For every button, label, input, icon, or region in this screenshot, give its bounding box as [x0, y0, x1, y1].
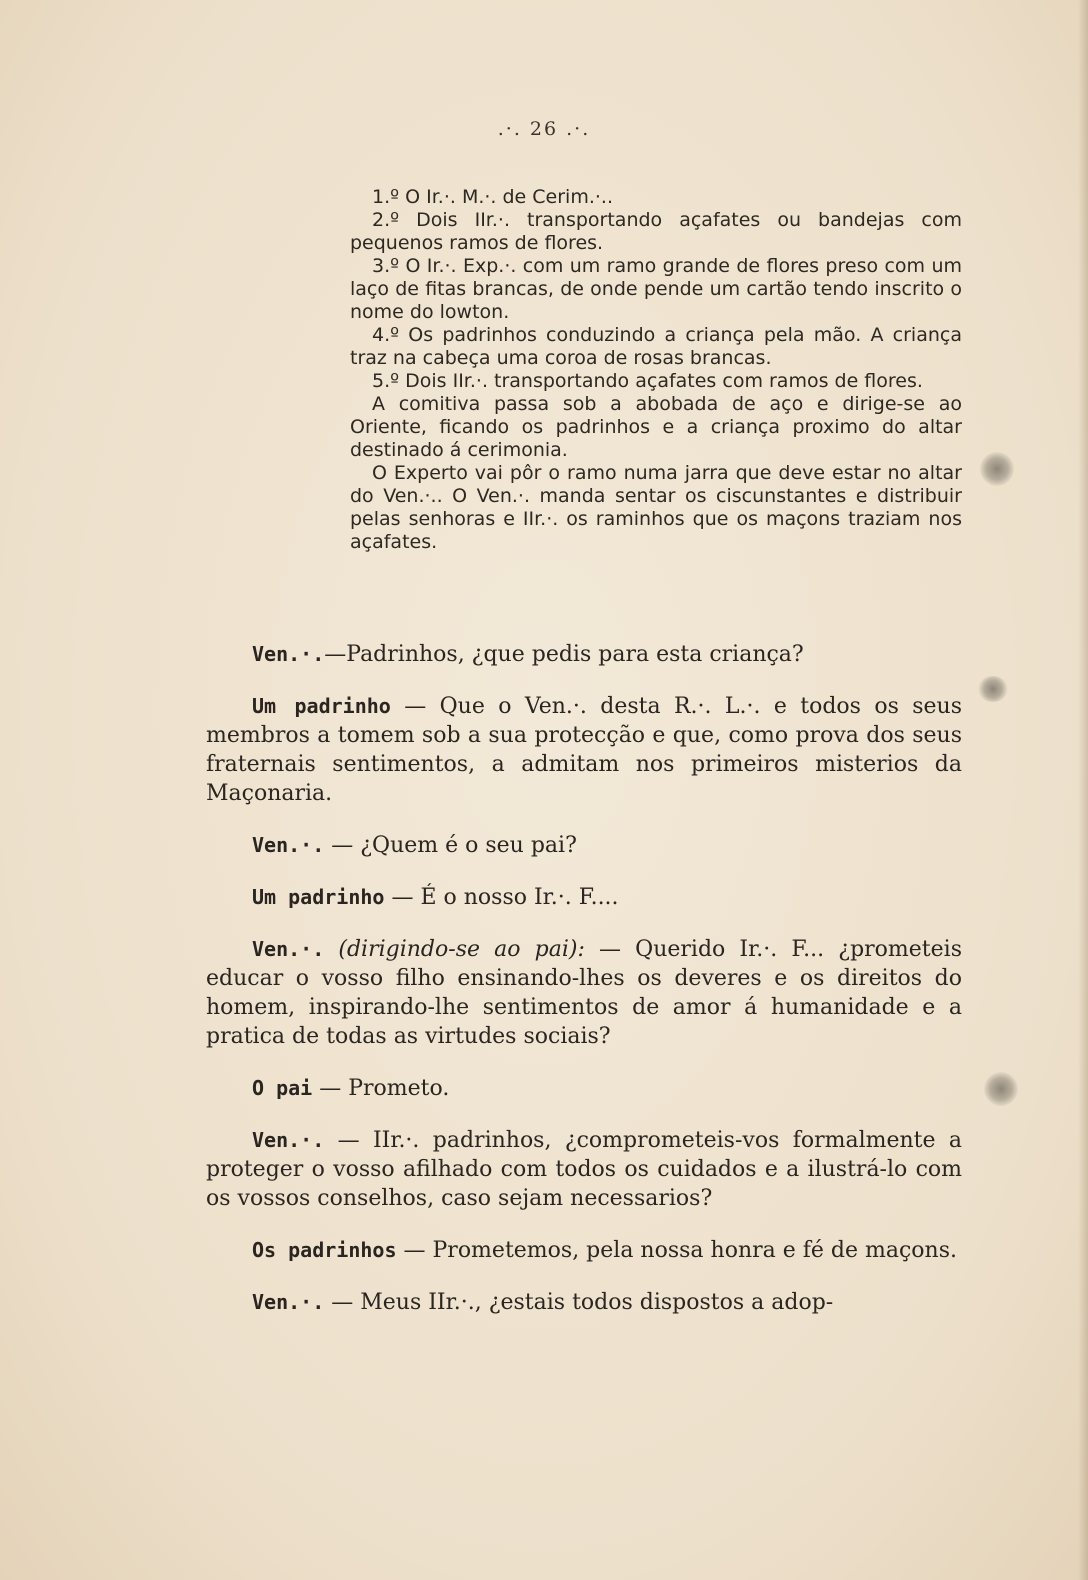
speaker: Ven.·. — [252, 1290, 325, 1314]
dialogue-line — [206, 831, 962, 860]
speech: —Padrinhos, ¿que pedis para esta criança? — [324, 642, 804, 667]
procession-item-3: 3.º O Ir.·. Exp.·. com um ramo grande de flores preso com um laço de fitas brancas, de onde pende um cartão tendo inscrito o nome do lowton. — [350, 255, 962, 323]
speech: — Prometemos, pela nossa honra e fé de maçons. — [403, 1238, 958, 1263]
dialogue-line — [206, 1288, 962, 1317]
ink-stain-decoration — [980, 452, 1014, 486]
page-edge-shadow — [1078, 0, 1088, 1580]
speech: — É o nosso Ir.·. F.... — [391, 885, 619, 910]
procession-item-2: 2.º Dois IIr.·. transportando açafates ou bandejas com pequenos ramos de flores. — [350, 209, 962, 254]
speaker: Ven.·. — [252, 642, 325, 666]
procession-paragraph: A comitiva passa sob a abobada de aço e dirige-se ao Oriente, ficando os padrinhos e a criança proximo do altar destinado á cerimonia. — [350, 393, 962, 461]
speech: — Que o Ven.·. desta R.·. L.·. e todos os seus membros a tomem sob a sua protecção e que, como prova dos seus fraternais sentimentos, a admitam nos primeiros misterios da Maçonaria. — [206, 694, 963, 806]
speech: — ¿Quem é o seu pai? — [331, 833, 577, 858]
procession-paragraph: O Experto vai pôr o ramo numa jarra que deve estar no altar do Ven.·.. O Ven.·. manda sentar os ciscunstantes e distribuir pelas senhoras e IIr.·. os raminhos que os maçons traziam nos açafates. — [350, 462, 962, 553]
speaker: Um padrinho — [252, 694, 391, 718]
procession-item-4: 4.º Os padrinhos conduzindo a criança pela mão. A criança traz na cabeça uma coroa de rosas brancas. — [350, 324, 962, 369]
ink-stain-decoration — [978, 676, 1008, 702]
dialogue-line — [206, 1126, 962, 1213]
dialogue-line — [206, 1074, 962, 1103]
speech: — Prometo. — [319, 1076, 450, 1101]
procession-section — [350, 186, 962, 554]
speaker: Um padrinho — [252, 885, 385, 909]
ink-stain-decoration — [984, 1072, 1018, 1106]
speech: — Meus IIr.·., ¿estais todos dispostos a adop- — [331, 1290, 834, 1315]
procession-item-1: 1.º O Ir.·. M.·. de Cerim.·.. — [372, 186, 613, 208]
dialogue-section — [206, 640, 962, 1340]
speech: — IIr.·. padrinhos, ¿comprometeis-vos formalmente a proteger o vosso afilhado com todos os cuidados e a ilustrá-lo com os vossos conselhos, caso sejam necessarios? — [206, 1128, 962, 1211]
speech: — Querido Ir.·. F... ¿prometeis educar o vosso filho ensinando-lhes os deveres e os direitos do homem, inspirando-lhe sentimentos de amor á humanidade e a pratica de todas as virtudes sociais? — [206, 937, 962, 1049]
dialogue-line — [206, 935, 962, 1051]
page-number: .·. 26 .·. — [497, 118, 591, 140]
speaker: Ven.·. — [252, 937, 325, 961]
dialogue-line — [206, 640, 962, 669]
speaker: O pai — [252, 1076, 313, 1100]
dialogue-line — [206, 1236, 962, 1265]
procession-item-5: 5.º Dois IIr.·. transportando açafates com ramos de flores. — [372, 370, 923, 392]
speaker: Ven.·. — [252, 1128, 325, 1152]
dialogue-line — [206, 692, 962, 808]
dialogue-line — [206, 883, 962, 912]
speaker: Ven.·. — [252, 833, 325, 857]
stage-direction: (dirigindo-se ao pai): — [338, 937, 585, 962]
speaker: Os padrinhos — [252, 1238, 397, 1262]
